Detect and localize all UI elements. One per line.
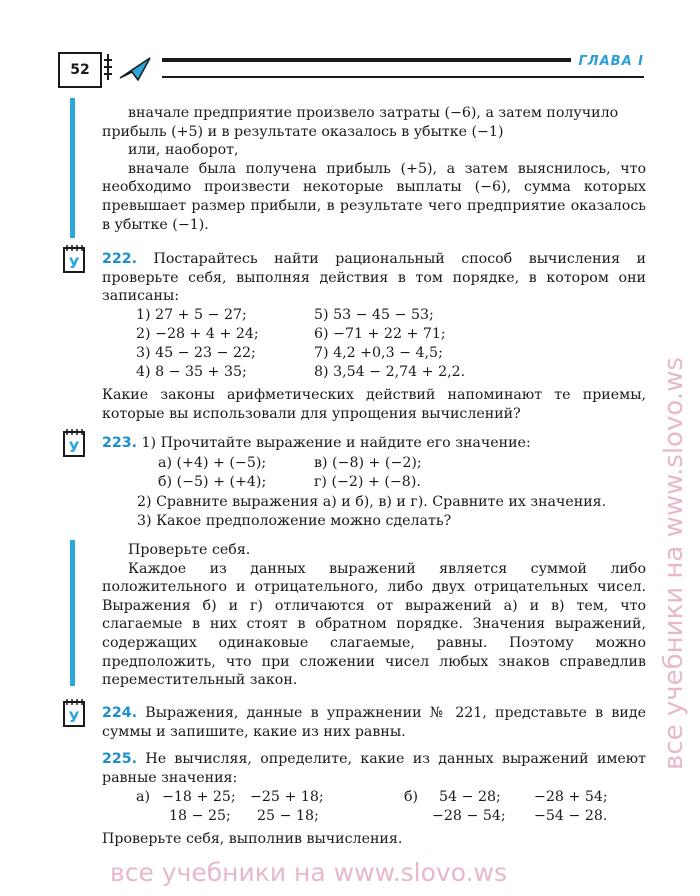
list-item: 1) 27 + 5 − 27; <box>136 307 247 323</box>
ex225-footer: Проверьте себя, выполнив вычисления. <box>102 831 403 847</box>
exercise-number: 224. <box>102 705 138 721</box>
ex223-list-right <box>314 454 422 492</box>
list-item: 8) 3,54 − 2,74 + 2,2. <box>314 364 466 380</box>
check-block <box>102 541 646 690</box>
ex225-b-label: б) <box>404 789 419 805</box>
list-item: б) (−5) + (+4); <box>158 474 267 490</box>
exercise-number: 225. <box>102 751 138 767</box>
list-item: −25 + 18; <box>250 789 324 805</box>
exercise-task-1: 1) Прочитайте выражение и найдите его значение: <box>141 435 531 451</box>
page-header <box>58 46 644 86</box>
vertical-watermark <box>654 110 694 790</box>
intro-block <box>102 104 646 234</box>
exercise-text: Не вычисляя, определите, какие из данных выражений имеют равные значения: <box>102 751 647 786</box>
list-item: а) (+4) + (−5); <box>158 455 267 471</box>
margin-bar <box>70 540 75 686</box>
exercise-223 <box>102 434 646 453</box>
list-item: 3) 45 − 23 − 22; <box>136 345 256 361</box>
list-item: −18 + 25; <box>162 789 236 805</box>
margin-bar <box>70 98 75 238</box>
list-item: 25 − 18; <box>257 808 319 824</box>
exercise-224 <box>102 704 646 741</box>
check-title: Проверьте себя. <box>128 542 251 558</box>
ex223-task-2: 2) Сравните выражения а) и б), в) и г). Сравните их значения. <box>137 494 607 510</box>
bottom-watermark: все учебники на www.slovo.ws <box>110 858 507 887</box>
ex222-list-right <box>314 306 465 382</box>
list-item: −54 − 28. <box>534 808 608 824</box>
ex222-question: Какие законы арифметических действий напоминают те приемы, которые вы использовали для упрощения вычислений? <box>102 387 646 422</box>
exercise-text: Выражения, данные в упражнении № 221, представьте в виде суммы и запишите, какие из них равны. <box>102 705 646 740</box>
exercise-225 <box>102 750 646 787</box>
list-item: в) (−8) + (−2); <box>314 455 422 471</box>
page-number: 52 <box>58 52 102 88</box>
vertical-watermark-text: все учебники на www.slovo.ws <box>659 357 689 770</box>
chapter-title: ГЛАВА I <box>571 54 644 69</box>
ex222-list-left <box>136 306 259 382</box>
list-item: 4) 8 − 35 + 35; <box>136 364 247 380</box>
intro-paragraph: вначале была получена прибыль (+5), а затем выяснилось, что необходимо произвести некоторые выплаты (−6), сумма которых превышает размер прибыли, в результате чего предприятие оказалось в убытке (−1). <box>102 160 646 233</box>
svg-text:У: У <box>68 440 80 456</box>
list-item: −28 + 54; <box>534 789 608 805</box>
intro-line-2: прибыль (+5) и в результате оказалось в убытке (−1) <box>102 123 504 140</box>
svg-text:У: У <box>68 256 80 272</box>
notepad-u-icon <box>62 698 88 728</box>
notepad-u-icon <box>62 244 88 274</box>
ex225-b-col-1 <box>432 788 506 826</box>
intro-line-1: вначале предприятие произвело затраты (−6), а затем получило <box>128 105 619 121</box>
list-item: −28 − 54; <box>432 808 506 824</box>
svg-text:У: У <box>68 710 80 726</box>
list-item: 54 − 28; <box>439 789 501 805</box>
ex225-b-col-2 <box>534 788 608 826</box>
list-item: 18 − 25; <box>169 808 231 824</box>
intro-line-3: или, наоборот, <box>128 142 239 159</box>
list-item: 7) 4,2 +0,3 − 4,5; <box>314 345 443 361</box>
ex225-a-col-2 <box>250 788 324 826</box>
notepad-u-icon <box>62 428 88 458</box>
plane-icon <box>102 50 162 84</box>
exercise-222 <box>102 250 646 306</box>
exercise-number: 223. <box>102 435 138 451</box>
list-item: 2) −28 + 4 + 24; <box>136 326 259 342</box>
ex225-a-col-1 <box>162 788 236 826</box>
list-item: 5) 53 − 45 − 53; <box>314 307 434 323</box>
ex225-a-label: а) <box>136 789 150 805</box>
check-text: Каждое из данных выражений является суммой либо положительного и отрицательного, либо двух отрицательных чисел. Выражения б) и г) отличаются от выражений а) и в) тем, что слагаемые в них стоят в обратном порядке. Значения выражений, содержащих одинаковые слагаемые, равны. Поэтому можно предположить, что при сложении чисел любых знаков справедлив переместительный закон. <box>102 560 646 689</box>
exercise-number: 222. <box>102 251 138 267</box>
list-item: 6) −71 + 22 + 71; <box>314 326 446 342</box>
exercise-text: Постарайтесь найти рациональный способ вычисления и проверьте себя, выполняя действия в том порядке, в котором они записаны: <box>102 251 646 305</box>
list-item: г) (−2) + (−8). <box>314 474 421 490</box>
ex223-list-left <box>158 454 266 492</box>
ex223-task-3: 3) Какое предположение можно сделать? <box>137 513 452 529</box>
